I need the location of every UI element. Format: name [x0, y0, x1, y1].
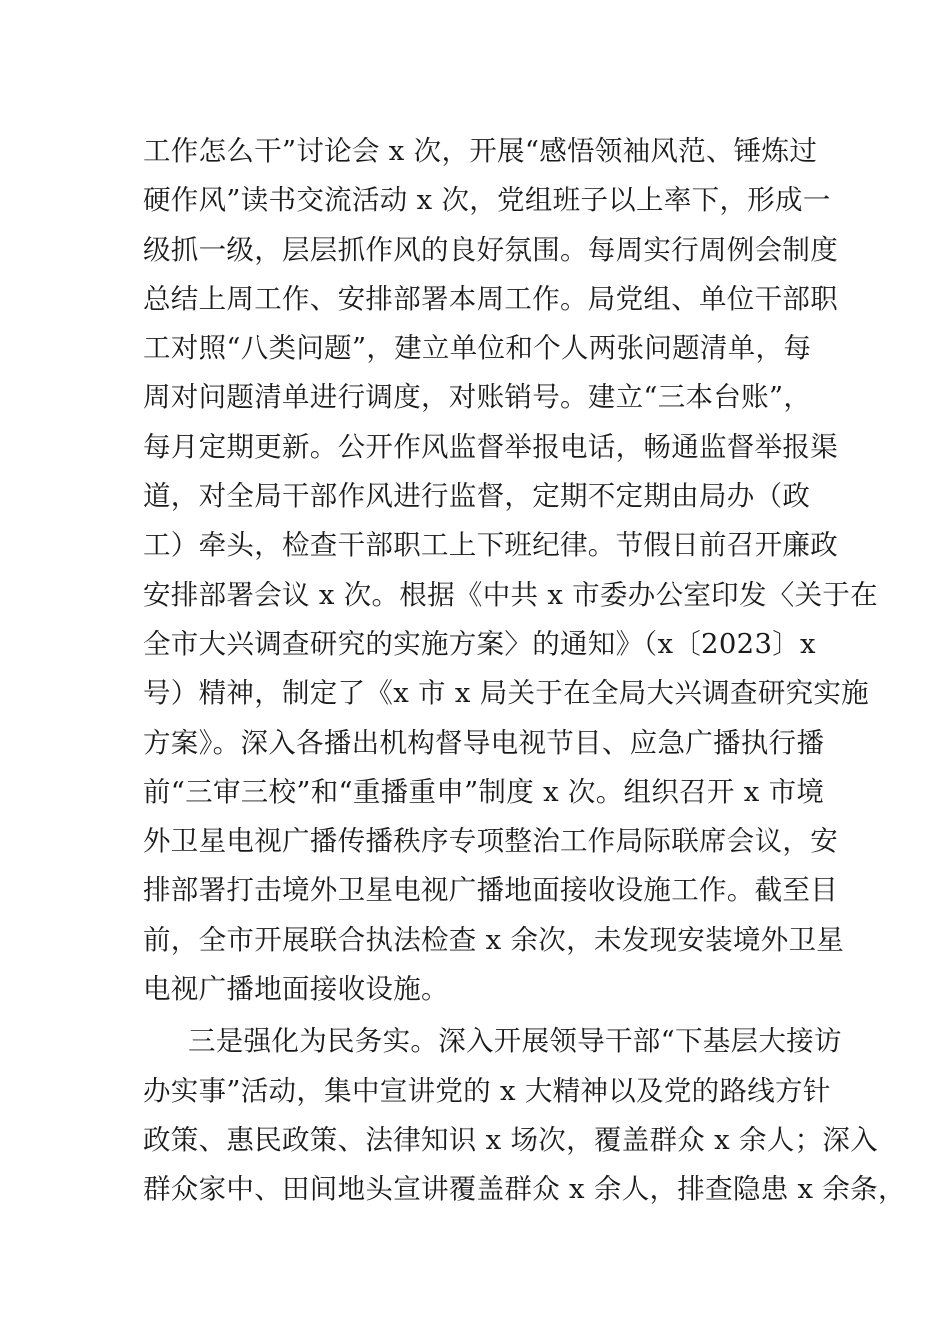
paragraph-work-style	[143, 127, 878, 1014]
text-line: 政策、惠民政策、法律知识 x 场次，覆盖群众 x 余人；深入	[143, 1123, 878, 1156]
text-line: 排部署打击境外卫星电视广播地面接收设施工作。截至目	[143, 874, 838, 907]
text-line: 每月定期更新。公开作风监督举报电话，畅通监督举报渠	[143, 430, 838, 463]
text-line: 前“三审三校”和“重播重申”制度 x 次。组织召开 x 市境	[143, 775, 825, 808]
text-line: 道，对全局干部作风进行监督，定期不定期由局办（政	[143, 480, 811, 513]
text-line-first: 三是强化为民务实。深入开展领导干部“下基层大接访	[188, 1025, 842, 1058]
text-line: 前，全市开展联合执法检查 x 余次，未发现安装境外卫星	[143, 923, 845, 956]
text-line: 工）牵头，检查干部职工上下班纪律。节假日前召开廉政	[143, 529, 838, 562]
text-line: 工作怎么干”讨论会 x 次，开展“感悟领袖风范、锤炼过	[143, 135, 818, 167]
text-line: 安排部署会议 x 次。根据《中共 x 市委办公室印发〈关于在	[143, 578, 878, 611]
paragraph-serve-people	[143, 1017, 906, 1214]
text-line: 方案》。深入各播出机构督导电视节目、应急广播执行播	[143, 726, 825, 759]
body-text	[143, 127, 906, 1215]
text-line: 群众家中、田间地头宣讲覆盖群众 x 余人，排查隐患 x 余条，	[143, 1173, 906, 1206]
text-line: 外卫星电视广播传播秩序专项整治工作局际联席会议，安	[143, 825, 838, 858]
text-line: 硬作风”读书交流活动 x 次，党组班子以上率下，形成一	[143, 184, 831, 217]
text-line: 号）精神，制定了《x 市 x 局关于在全局大兴调查研究实施	[143, 677, 869, 710]
text-line: 工对照“八类问题”，建立单位和个人两张问题清单，每	[143, 332, 812, 365]
text-line: 总结上周工作、安排部署本周工作。局党组、单位干部职	[143, 282, 838, 315]
text-line: 级抓一级，层层抓作风的良好氛围。每周实行周例会制度	[143, 233, 838, 266]
text-line: 办实事”活动，集中宣讲党的 x 大精神以及党的路线方针	[143, 1074, 831, 1107]
text-line: 周对问题清单进行调度，对账销号。建立“三本台账”，	[143, 381, 812, 414]
text-line: 电视广播地面接收设施。	[143, 973, 449, 1006]
text-line: 全市大兴调查研究的实施方案〉的通知》（x〔2023〕x	[143, 627, 816, 660]
